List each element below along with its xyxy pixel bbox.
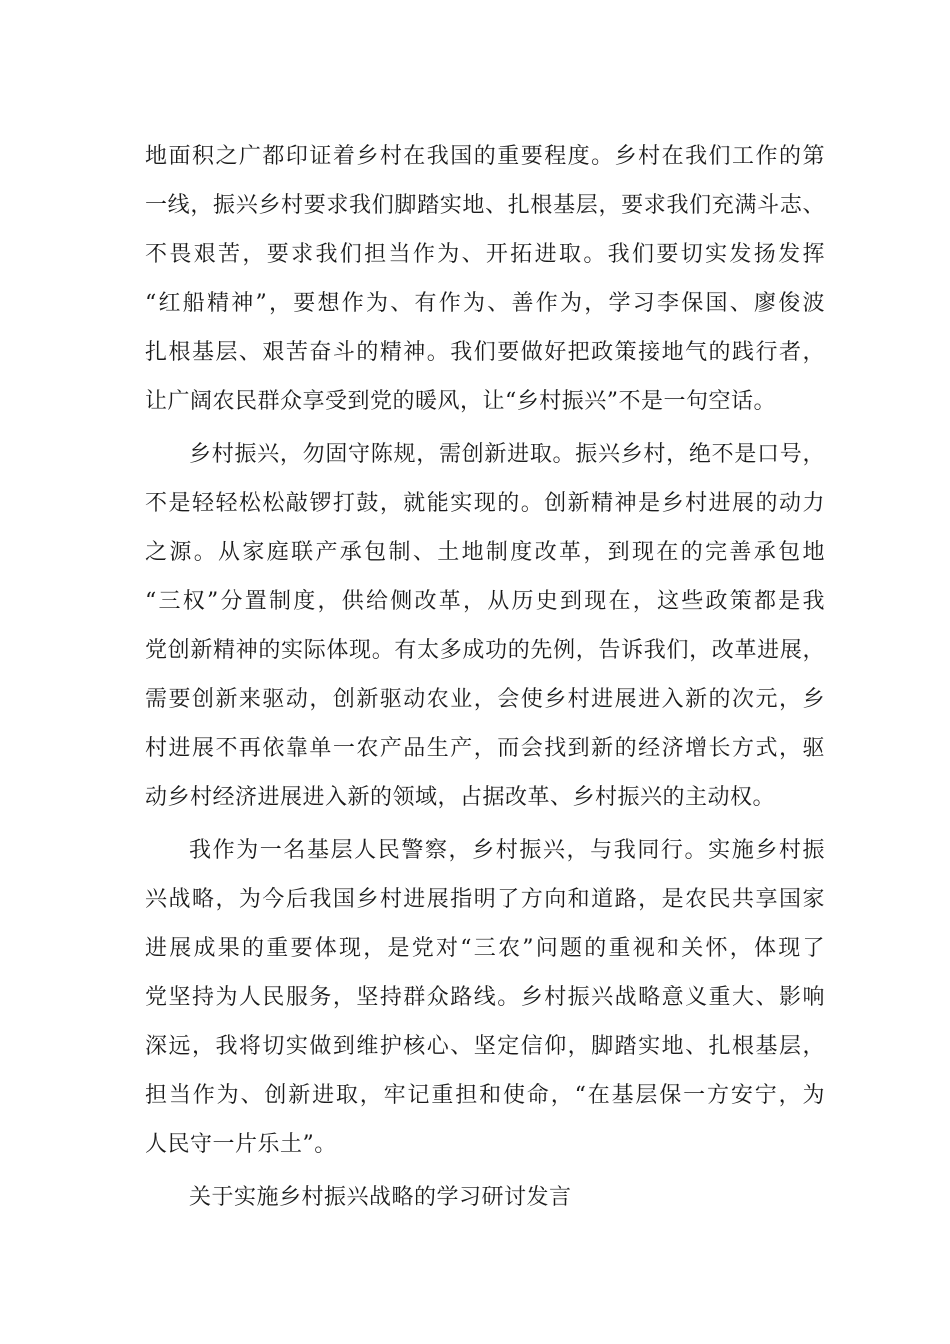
paragraph-line: 不畏艰苦，要求我们担当作为、开拓进取。我们要切实发扬发挥 — [145, 242, 825, 267]
paragraph-line: 村进展不再依靠单一农产品生产，而会找到新的经济增长方式，驱 — [145, 736, 825, 761]
paragraph-line: “红船精神”，要想作为、有作为、善作为，学习李保国、廖俊波 — [145, 291, 825, 316]
paragraph-line: 不是轻轻松松敲锣打鼓，就能实现的。创新精神是乡村进展的动力 — [145, 491, 825, 516]
paragraph-line: 一线，振兴乡村要求我们脚踏实地、扎根基层，要求我们充满斗志、 — [145, 193, 825, 218]
paragraph-line: 扎根基层、艰苦奋斗的精神。我们要做好把政策接地气的践行者， — [145, 340, 825, 365]
next-section-heading — [145, 1173, 825, 1222]
paragraph-line: 地面积之广都印证着乡村在我国的重要程度。乡村在我们工作的第 — [145, 144, 825, 169]
paragraph-line: “三权”分置制度，供给侧改革，从历史到现在，这些政策都是我 — [145, 589, 825, 614]
document-body — [145, 132, 825, 1222]
paragraph-line: 之源。从家庭联产承包制、土地制度改革，到现在的完善承包地 — [145, 540, 825, 565]
paragraph-line: 需要创新来驱动，创新驱动农业，会使乡村进展进入新的次元，乡 — [145, 687, 825, 712]
paragraph-line: 人民守一片乐土”。 — [145, 1132, 337, 1157]
paragraph-line: 党坚持为人民服务，坚持群众路线。乡村振兴战略意义重大、影响 — [145, 985, 825, 1010]
paragraph-line: 动乡村经济进展进入新的领域，占据改革、乡村振兴的主动权。 — [145, 785, 776, 810]
section-heading-text: 关于实施乡村振兴战略的学习研讨发言 — [189, 1185, 572, 1210]
paragraph-1 — [145, 132, 825, 426]
paragraph-line: 让广阔农民群众享受到党的暖风，让“乡村振兴”不是一句空话。 — [145, 389, 776, 414]
paragraph-line: 担当作为、创新进取，牢记重担和使命，“在基层保一方安宁，为 — [145, 1083, 825, 1108]
paragraph-line: 深远，我将切实做到维护核心、坚定信仰，脚踏实地、扎根基层， — [145, 1034, 825, 1059]
paragraph-3 — [145, 826, 825, 1169]
paragraph-2 — [145, 430, 825, 822]
paragraph-line: 我作为一名基层人民警察，乡村振兴，与我同行。实施乡村振 — [189, 838, 825, 863]
paragraph-line: 进展成果的重要体现，是党对“三农”问题的重视和关怀，体现了 — [145, 936, 825, 961]
paragraph-line: 兴战略，为今后我国乡村进展指明了方向和道路，是农民共享国家 — [145, 887, 825, 912]
paragraph-line: 乡村振兴，勿固守陈规，需创新进取。振兴乡村，绝不是口号， — [189, 442, 825, 467]
paragraph-line: 党创新精神的实际体现。有太多成功的先例，告诉我们，改革进展， — [145, 638, 825, 663]
